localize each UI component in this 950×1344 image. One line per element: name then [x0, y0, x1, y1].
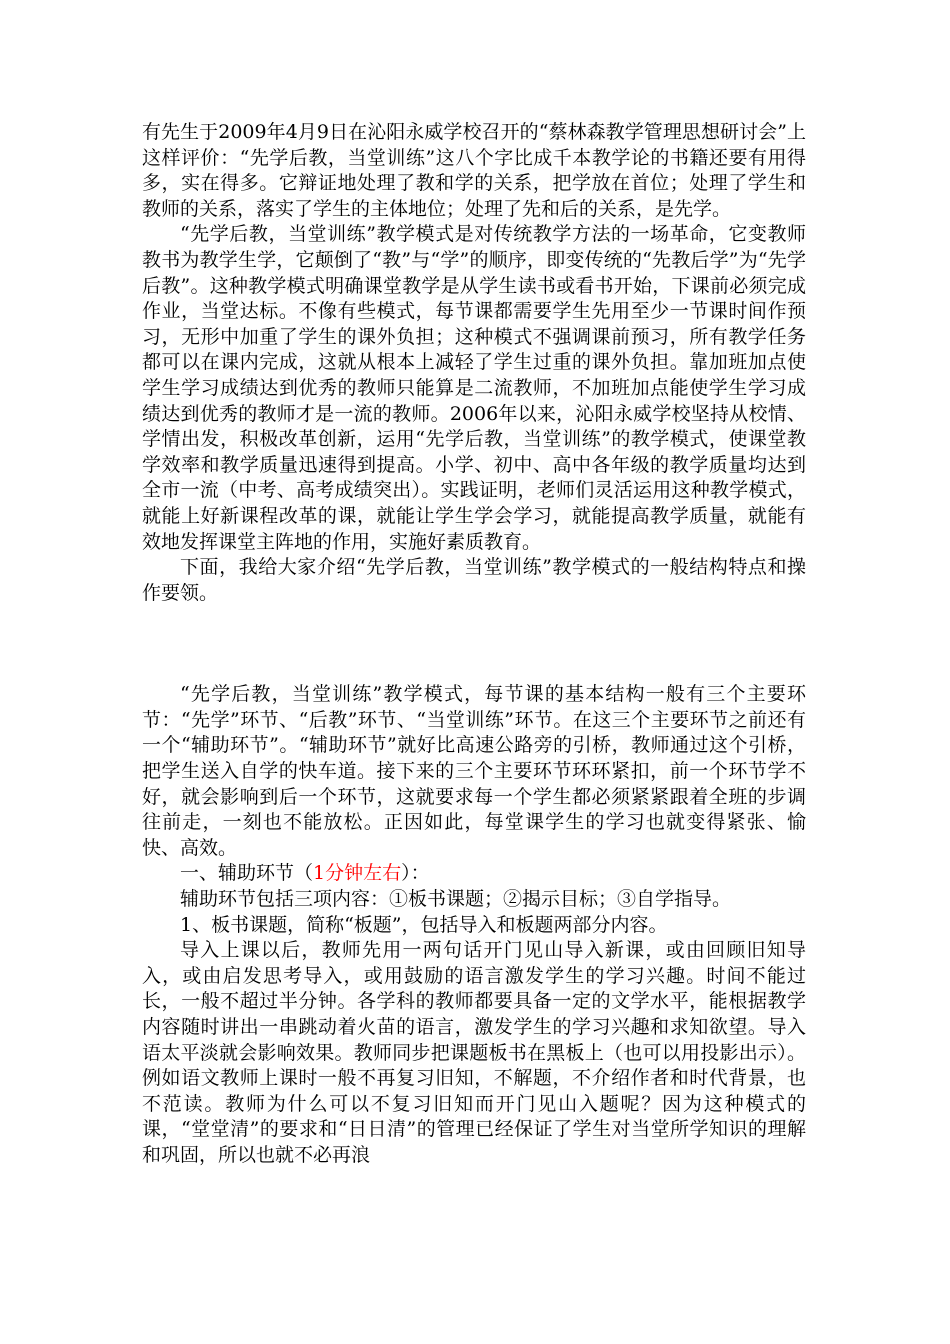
- section-heading-auxiliary: [142, 861, 806, 887]
- heading-prefix: 一、辅助环节（: [180, 862, 314, 885]
- paragraph-revolution: “先学后教，当堂训练”教学模式是对传统教学方法的一场革命，它变教师教书为教学生学，它颠倒了“教”与“学”的顺序，即变传统的“先教后学”为“先学后教”。这种教学模式明确课堂教学是从学生读书或看书开始，下课前必须完成作业，当堂达标。不像有些模式，每节课都需要学生先用至少一节课时间作预习，无形中加重了学生的课外负担；这种模式不强调课前预习，所有教学任务都可以在课内完成，这就从根本上减轻了学生过重的课外负担。靠加班加点使学生学习成绩达到优秀的教师只能算是二流教师，不加班加点能使学生学习成绩达到优秀的教师才是一流的教师。2006年以来，沁阳永威学校坚持从校情、学情出发，积极改革创新，运用“先学后教，当堂训练”的教学模式，使课堂教学效率和教学质量迅速得到提高。小学、初中、高中各年级的教学质量均达到全市一流（中考、高考成绩突出）。实践证明，老师们灵活运用这种教学模式，就能上好新课程改革的课，就能让学生学会学习，就能提高教学质量，就能有效地发挥课堂主阵地的作用，实施好素质教育。: [142, 223, 806, 553]
- paragraph-intro: 有先生于2009年4月9日在沁阳永威学校召开的“蔡林森教学管理思想研讨会”上这样评价：“先学后教，当堂训练”这八个字比成千本教学论的书籍还要有用得多，实在得多。它辩证地处理了教和学的关系，把学放在首位；处理了学生和教师的关系，落实了学生的主体地位；处理了先和后的关系，是先学。: [142, 121, 806, 220]
- paragraph-board-title: 1、板书课题，简称“板题”，包括导入和板题两部分内容。: [180, 913, 668, 936]
- heading-time-highlight: 1分钟左右: [313, 862, 402, 885]
- paragraph-lead-in: 导入上课以后，教师先用一两句话开门见山导入新课，或由回顾旧知导入，或由启发思考导入，或用鼓励的语言激发学生的学习兴趣。时间不能过长，一般不超过半分钟。各学科的教师都要具备一定的文学水平，能根据教学内容随时讲出一串跳动着火苗的语言，激发学生的学习兴趣和求知欲望。导入语太平淡就会影响效果。教师同步把课题板书在黑板上（也可以用投影出示）。例如语文教师上课时一般不再复习旧知，不解题，不介绍作者和时代背景，也不范读。教师为什么可以不复习旧知而开门见山入题呢？因为这种模式的课，“堂堂清”的要求和“日日清”的管理已经保证了学生对当堂所学知识的理解和巩固，所以也就不必再浪: [142, 939, 806, 1166]
- paragraph-auxiliary-contents: 辅助环节包括三项内容：①板书课题；②揭示目标；③自学指导。: [180, 888, 732, 911]
- paragraph-structure: “先学后教，当堂训练”教学模式，每节课的基本结构一般有三个主要环节：“先学”环节、“后教”环节、“当堂训练”环节。在这三个主要环节之前还有一个“辅助环节”。“辅助环节”就好比高速公路旁的引桥，教师通过这个引桥，把学生送入自学的快车道。接下来的三个主要环节环环紧扣，前一个环节学不好，就会影响到后一个环节，这就要求每一个学生都必须紧紧跟着全班的步调往前走，一刻也不能放松。正因如此，每堂课学生的学习也就变得紧张、愉快、高效。: [142, 683, 806, 859]
- section-gap: [142, 606, 806, 682]
- paragraph-introduction: 下面，我给大家介绍“先学后教，当堂训练”教学模式的一般结构特点和操作要领。: [142, 556, 806, 604]
- document-page: [142, 120, 806, 1169]
- heading-suffix: ）：: [401, 862, 430, 885]
